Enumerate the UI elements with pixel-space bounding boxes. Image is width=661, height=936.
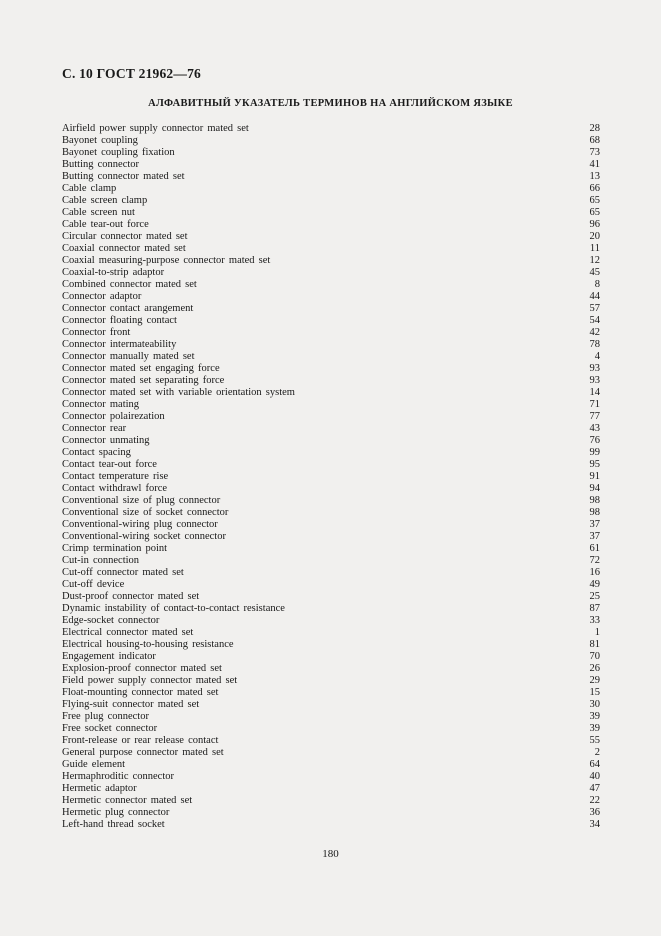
index-term: Connector front	[62, 327, 131, 338]
index-term-number: 65	[589, 207, 600, 218]
index-entry	[62, 387, 600, 399]
index-entry	[62, 555, 600, 567]
index-term-number: 30	[589, 699, 600, 710]
index-term: Contact withdrawl force	[62, 483, 168, 494]
index-term-number: 34	[589, 819, 600, 830]
index-term: Contact spacing	[62, 447, 131, 458]
index-entry	[62, 363, 600, 375]
index-term-number: 16	[589, 567, 600, 578]
index-term: Connector floating contact	[62, 315, 177, 326]
index-entry	[62, 783, 600, 795]
index-term: Float-mounting connector mated set	[62, 687, 219, 698]
index-term-number: 14	[589, 387, 600, 398]
index-term: Cut-off connector mated set	[62, 567, 184, 578]
index-term: Front-release or rear release contact	[62, 735, 219, 746]
index-term-number: 36	[589, 807, 600, 818]
index-term-number: 39	[589, 723, 600, 734]
index-entry	[62, 291, 600, 303]
index-term-number: 70	[589, 651, 600, 662]
index-entry	[62, 399, 600, 411]
index-entry	[62, 459, 600, 471]
index-term-number: 45	[589, 267, 600, 278]
index-term-number: 12	[589, 255, 600, 266]
index-term: Guide element	[62, 759, 126, 770]
index-entry	[62, 351, 600, 363]
index-entry	[62, 723, 600, 735]
index-term-number: 64	[589, 759, 600, 770]
index-entry	[62, 303, 600, 315]
index-entry	[62, 207, 600, 219]
index-entry	[62, 675, 600, 687]
index-entry	[62, 147, 600, 159]
index-entry	[62, 159, 600, 171]
index-entry	[62, 711, 600, 723]
index-entry	[62, 747, 600, 759]
index-term-number: 94	[589, 483, 600, 494]
index-term: Circular connector mated set	[62, 231, 188, 242]
index-entry	[62, 795, 600, 807]
index-term: Butting connector	[62, 159, 140, 170]
index-entry	[62, 255, 600, 267]
index-term-number: 57	[589, 303, 600, 314]
index-term: Engagement indicator	[62, 651, 156, 662]
index-entry	[62, 531, 600, 543]
index-term-number: 77	[589, 411, 600, 422]
index-term-number: 41	[589, 159, 600, 170]
section-title: АЛФАВИТНЫЙ УКАЗАТЕЛЬ ТЕРМИНОВ НА АНГЛИЙСКОМ ЯЗЫКЕ	[148, 98, 513, 109]
index-term: Connector mated set separating force	[62, 375, 225, 386]
index-term-number: 39	[589, 711, 600, 722]
index-entry	[62, 339, 600, 351]
index-term-number: 71	[589, 399, 600, 410]
index-entry	[62, 627, 600, 639]
page-header: С. 10 ГОСТ 21962—76	[62, 66, 201, 81]
index-term-number: 44	[589, 291, 600, 302]
index-term: Electrical connector mated set	[62, 627, 194, 638]
index-term: Explosion-proof connector mated set	[62, 663, 222, 674]
index-entry	[62, 243, 600, 255]
index-term: Connector intermateability	[62, 339, 177, 350]
index-term-number: 2	[594, 747, 600, 758]
index-entry	[62, 483, 600, 495]
index-entry	[62, 591, 600, 603]
index-term: General purpose connector mated set	[62, 747, 224, 758]
index-term: Conventional size of plug connector	[62, 495, 221, 506]
index-term: Connector adaptor	[62, 291, 142, 302]
index-entry	[62, 411, 600, 423]
page-number: 180	[322, 848, 339, 860]
index-term-number: 43	[589, 423, 600, 434]
index-entry	[62, 759, 600, 771]
index-term-number: 25	[589, 591, 600, 602]
index-entry	[62, 519, 600, 531]
index-term: Electrical housing-to-housing resistance	[62, 639, 234, 650]
index-entry	[62, 219, 600, 231]
index-term-number: 61	[589, 543, 600, 554]
index-entry	[62, 279, 600, 291]
index-term-number: 98	[589, 507, 600, 518]
index-term: Hermaphroditic connector	[62, 771, 174, 782]
index-term: Conventional-wiring socket connector	[62, 531, 226, 542]
index-entry	[62, 699, 600, 711]
index-entry	[62, 135, 600, 147]
index-entry	[62, 471, 600, 483]
index-term: Cable screen nut	[62, 207, 135, 218]
index-entry	[62, 375, 600, 387]
index-term-number: 95	[589, 459, 600, 470]
index-term-number: 76	[589, 435, 600, 446]
index-term: Conventional size of socket connector	[62, 507, 229, 518]
index-term: Hermetic connector mated set	[62, 795, 193, 806]
index-term: Crimp termination point	[62, 543, 168, 554]
index-term-number: 13	[589, 171, 600, 182]
index-entry	[62, 567, 600, 579]
index-entry	[62, 123, 600, 135]
index-term-number: 87	[589, 603, 600, 614]
index-term: Field power supply connector mated set	[62, 675, 238, 686]
index-entry	[62, 231, 600, 243]
index-term-number: 26	[589, 663, 600, 674]
index-entry	[62, 327, 600, 339]
index-term: Flying-suit connector mated set	[62, 699, 200, 710]
index-term: Connector manually mated set	[62, 351, 195, 362]
index-term: Airfield power supply connector mated set	[62, 123, 249, 134]
index-entry	[62, 447, 600, 459]
index-entry	[62, 183, 600, 195]
index-term: Hermetic adaptor	[62, 783, 137, 794]
index-entry	[62, 771, 600, 783]
index-term: Bayonet coupling fixation	[62, 147, 175, 158]
index-term-number: 68	[589, 135, 600, 146]
index-term-number: 55	[589, 735, 600, 746]
index-term-number: 47	[589, 783, 600, 794]
index-term: Connector mated set with variable orientation system	[62, 387, 295, 398]
index-entry	[62, 507, 600, 519]
index-term: Bayonet coupling	[62, 135, 138, 146]
index-term: Cut-off device	[62, 579, 125, 590]
index-term-number: 33	[589, 615, 600, 626]
index-term: Butting connector mated set	[62, 171, 185, 182]
index-term: Cut-in connection	[62, 555, 140, 566]
index-term: Connector mating	[62, 399, 140, 410]
index-term: Free plug connector	[62, 711, 149, 722]
index-term-number: 4	[594, 351, 600, 362]
index-term: Cable clamp	[62, 183, 117, 194]
index-entry	[62, 267, 600, 279]
index-entry	[62, 735, 600, 747]
index-term-number: 96	[589, 219, 600, 230]
index-entry	[62, 495, 600, 507]
index-term: Left-hand thread socket	[62, 819, 165, 830]
index-term-number: 42	[589, 327, 600, 338]
index-term-number: 54	[589, 315, 600, 326]
index-term: Coaxial-to-strip adaptor	[62, 267, 165, 278]
index-term-number: 91	[589, 471, 600, 482]
index-term: Dynamic instability of contact-to-contact resistance	[62, 603, 285, 614]
index-term-number: 49	[589, 579, 600, 590]
index-term: Cable screen clamp	[62, 195, 148, 206]
index-term: Coaxial measuring-purpose connector mated set	[62, 255, 271, 266]
index-term-number: 65	[589, 195, 600, 206]
index-entry	[62, 615, 600, 627]
index-term-number: 78	[589, 339, 600, 350]
index-entry	[62, 663, 600, 675]
index-term: Connector unmating	[62, 435, 150, 446]
index-entry	[62, 195, 600, 207]
index-entry	[62, 171, 600, 183]
index-term-number: 11	[589, 243, 600, 254]
index-entry	[62, 579, 600, 591]
index-term: Dust-proof connector mated set	[62, 591, 200, 602]
index-term-number: 29	[589, 675, 600, 686]
index-term: Hermetic plug connector	[62, 807, 170, 818]
index-term-number: 20	[589, 231, 600, 242]
index-entry	[62, 423, 600, 435]
index-term: Connector mated set engaging force	[62, 363, 220, 374]
index-term: Connector polairezation	[62, 411, 165, 422]
index-term-number: 72	[589, 555, 600, 566]
index-term-number: 93	[589, 363, 600, 374]
index-term: Connector contact arangement	[62, 303, 194, 314]
index-term: Conventional-wiring plug connector	[62, 519, 218, 530]
index-entry	[62, 819, 600, 831]
index-entry	[62, 651, 600, 663]
index-term: Free socket connector	[62, 723, 158, 734]
index-term-number: 40	[589, 771, 600, 782]
index-term-number: 37	[589, 519, 600, 530]
index-term: Cable tear-out force	[62, 219, 149, 230]
index-term-number: 73	[589, 147, 600, 158]
index-term: Contact temperature rise	[62, 471, 169, 482]
term-index-list	[62, 123, 600, 831]
index-term-number: 8	[594, 279, 600, 290]
index-term-number: 81	[589, 639, 600, 650]
index-entry	[62, 315, 600, 327]
index-term-number: 99	[589, 447, 600, 458]
index-entry	[62, 603, 600, 615]
index-term-number: 66	[589, 183, 600, 194]
index-term-number: 15	[589, 687, 600, 698]
index-term-number: 28	[589, 123, 600, 134]
index-term-number: 98	[589, 495, 600, 506]
index-term-number: 1	[594, 627, 600, 638]
index-term: Coaxial connector mated set	[62, 243, 186, 254]
index-entry	[62, 687, 600, 699]
index-term: Connector rear	[62, 423, 127, 434]
index-term-number: 37	[589, 531, 600, 542]
index-entry	[62, 543, 600, 555]
index-entry	[62, 807, 600, 819]
index-entry	[62, 435, 600, 447]
index-entry	[62, 639, 600, 651]
index-term: Edge-socket connector	[62, 615, 160, 626]
index-term-number: 93	[589, 375, 600, 386]
index-term-number: 22	[589, 795, 600, 806]
index-term: Contact tear-out force	[62, 459, 157, 470]
index-term: Combined connector mated set	[62, 279, 197, 290]
